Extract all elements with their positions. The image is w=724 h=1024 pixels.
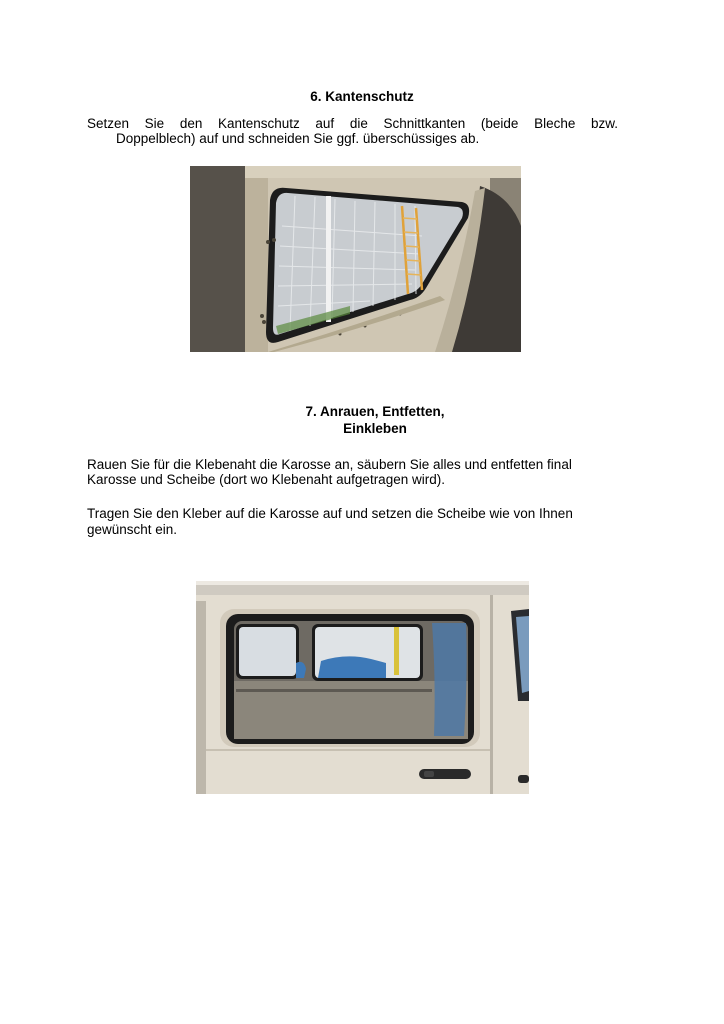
edge-protection-photo bbox=[190, 166, 521, 352]
section-7-text-1-line-1: Rauen Sie für die Klebenaht die Karosse an, säubern Sie alles und entfetten final bbox=[87, 457, 572, 472]
section-7-text-2-line-1: Tragen Sie den Kleber auf die Karosse auf und setzen die Scheibe wie von Ihnen bbox=[87, 506, 573, 521]
section-6-heading: 6. Kantenschutz bbox=[310, 89, 414, 104]
glued-window-photo bbox=[196, 581, 529, 794]
section-6-text-line-1: Setzen Sie den Kantenschutz auf die Schnittkanten (beide Bleche bzw. bbox=[87, 116, 618, 131]
section-7-heading-line-1: 7. Anrauen, Entfetten, bbox=[305, 404, 445, 419]
section-7-text-2-line-2: gewünscht ein. bbox=[87, 522, 178, 537]
section-7-heading-line-2: Einkleben bbox=[343, 421, 407, 436]
section-7-text-1-line-2: Karosse und Scheibe (dort wo Klebenaht aufgetragen wird). bbox=[87, 472, 445, 487]
section-6-text-line-2: Doppelblech) auf und schneiden Sie ggf. überschüssiges ab. bbox=[116, 131, 480, 146]
